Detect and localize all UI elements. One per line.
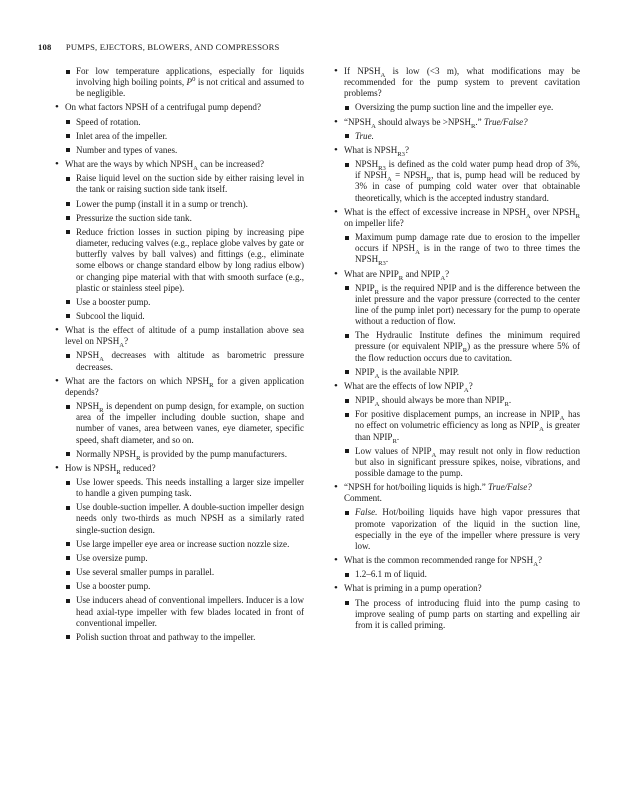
text-run: R [209,381,214,389]
text-run: ) as the pressure where 5% of the flow reduction occurs due to cavitation. [355,341,580,363]
text-run: What are the ways by which NPSH [65,159,194,170]
text-run: reduced? [120,462,156,473]
answer-item [56,117,304,128]
text-run: Use double-suction impeller. A double-suction impeller design needs only two-thirds as much NPSH as a similarly rated single-suction design. [76,502,304,535]
answer-item [56,213,304,224]
text-run: decreases with altitude as barometric pressure decreases. [76,350,304,372]
text-run: and NPIP [403,268,441,279]
text-run: A [415,248,420,256]
question-item [56,102,304,113]
text-run: on impeller life? [344,217,404,228]
answer-item [56,581,304,592]
text-run: ? [445,268,450,279]
text-run: over NPSH [530,206,576,217]
text-run: True/False? [483,116,528,127]
question-item [335,482,580,504]
text-run: is greater than NPIP [355,420,580,442]
text-run: can be increased? [197,159,264,170]
text-run: may result not only in flow reduction but also in significant pressure spikes, noise, vibrations, and possible damage to the pump. [355,445,580,478]
text-run: A [463,386,469,394]
text-run: Lower the pump (install it in a sump or trench). [76,198,248,209]
text-run: ? [404,144,409,155]
text-run: R [392,437,397,445]
answer-item [56,145,304,156]
text-run: A [525,212,531,220]
answer-item [335,409,580,445]
answer-item [335,159,580,204]
answer-item [56,66,304,99]
text-run: R [136,454,141,462]
text-run: . [396,431,400,442]
text-run: What are NPIP [344,268,399,279]
answer-item [335,446,580,479]
text-run: is low (<3 m), what modifications may be recommended for the pump system to prevent cavitation problems? [344,66,580,99]
question-item [335,555,580,566]
text-run: A [431,451,437,459]
text-run: R [99,406,104,414]
text-run: A [371,122,376,130]
answer-item [56,311,304,322]
text-run: R3 [378,260,386,268]
answer-item [56,502,304,535]
text-run: is not critical and assumed to be negligible. [76,77,304,99]
answer-item [335,367,580,378]
running-header [38,42,280,52]
text-run: Use large impeller eye area or increase suction nozzle size. [76,538,290,549]
answer-item [56,539,304,550]
question-item [335,207,580,229]
text-run: Speed of rotation. [76,116,141,127]
text-run: NPIP [355,395,375,406]
text-run: NPSH [76,350,100,361]
text-run: is the available NPIP. [379,366,460,377]
text-run: What are the effects of low NPIP [344,380,464,391]
right-column [335,66,580,634]
answer-item [335,569,580,580]
question-item [56,376,304,398]
text-run: NPSH [76,401,100,412]
text-run: R [398,274,404,282]
text-run: Subcool the liquid. [76,310,145,321]
answer-item [335,330,580,363]
text-run: A [533,560,538,568]
text-run: has no effect on volumetric efficiency as long as NPIP [355,409,580,431]
text-run: On what factors NPSH of a centrifugal pump depend? [65,102,261,113]
answer-item [335,598,580,631]
text-run: NPIP [355,282,375,293]
text-run: A [374,372,380,380]
text-run: Hot/boiling liquids have high vapor pressures that promote vaporization of the liquid in the suction line, especially in the eye of the impeller where pressure is very low. [355,507,580,551]
answer-item [56,131,304,142]
text-run: Maximum pump damage rate due to erosion to the impeller occurs if NPSH [355,232,580,254]
text-run: is the required NPIP and is the difference between the inlet pressure and the vapor pressure (corrected to the center line of the pump inlet port) necessary for the pump to operate without a reduction of flow. [355,282,580,327]
text-run: Number and types of vanes. [76,144,178,155]
answer-item [56,567,304,578]
text-run: , that is, pump head will be reduced by 3% in case of pumping cold water over that obtainable theoretically, which is the accepted industry standard. [355,170,580,203]
answer-item [56,227,304,294]
answer-item [56,553,304,564]
text-run: Pressurize the suction side tank. [76,212,192,223]
text-run: A [559,415,565,423]
text-run: Use a booster pump. [76,296,151,307]
answer-item [335,283,580,328]
text-run: is defined as the cold water pump head drop of 3%, if NPSH [355,159,580,181]
text-run: R [116,468,121,476]
text-run: Use oversize pump. [76,552,148,563]
answer-item [56,401,304,446]
text-run: Reduce friction losses in suction piping by increasing pipe diameter, reducing valves (e.g., replace globe valves by gate or butterfly valves by ball valves) and fittings (e.g., eliminate some elbows or change standard elbow by long radius elbow) or changing pipe material with that with smooth surface (e.g., plastic or stainless steel pipe). [76,226,304,293]
answer-item [56,199,304,210]
text-run: The Hydraulic Institute defines the minimum required pressure (or equivalent NPIP [355,330,580,352]
question-item [335,66,580,99]
text-run: ? [468,380,473,391]
text-run: What is NPSH [344,144,398,155]
text-run: Raise liquid level on the suction side by either raising level in the tank or raising suction side tank itself. [76,173,304,195]
text-run: What are the factors on which NPSH [65,375,210,386]
text-run: R [575,212,580,220]
text-run: Use inducers ahead of conventional impellers. Inducer is a low head axial-type impeller with few blades located in front of conventional impeller. [76,595,304,628]
text-run: True. [355,130,374,141]
answer-item [56,595,304,628]
text-run: R [374,288,380,296]
text-run: A [374,400,380,408]
answer-item [335,395,580,406]
question-item [335,145,580,156]
answer-item [335,131,580,142]
text-run: ? [124,336,129,347]
text-run: The process of introducing fluid into the pump casing to improve sealing of pump parts on starting and expelling air from it is called priming. [355,597,580,630]
text-run: Oversizing the pump suction line and the impeller eye. [355,102,554,113]
text-run: ? [537,555,542,566]
answer-item [56,350,304,372]
text-run: = NPSH [391,170,427,181]
text-run: R [471,122,476,130]
text-run: What is the common recommended range for NPSH [344,555,534,566]
question-item [56,159,304,170]
text-run: NPSH [355,159,379,170]
text-run: . [385,254,389,265]
answer-item [335,102,580,113]
text-run: 0 [192,76,196,84]
text-run: What is the effect of excessive increase in NPSH [344,206,526,217]
text-run: “NPSH for hot/boiling liquids is high.” [344,482,488,493]
text-run: What is priming in a pump operation? [344,583,482,594]
text-run: R [426,176,432,184]
page-number: 108 [38,42,52,52]
answer-item [56,297,304,308]
question-item [335,269,580,280]
question-item [56,325,304,350]
text-run: A [539,426,544,434]
text-run: is in the range of two to three times the NPSH [355,243,580,265]
text-run: Comment. [344,493,382,504]
text-run: is provided by the pump manufacturers. [140,448,287,459]
text-run: .” [475,116,484,127]
text-run: for a given application depends? [65,375,304,397]
text-run: How is NPSH [65,462,117,473]
text-run: Low values of NPIP [355,445,432,456]
text-run: A [380,71,386,79]
text-run: For low temperature applications, especially for liquids involving high boiling points, [76,66,304,88]
text-run: A [193,164,198,172]
answer-item [56,477,304,499]
text-run: Use several smaller pumps in parallel. [76,567,215,578]
text-run: True/False? [488,482,532,493]
left-column [56,66,304,646]
question-item [56,463,304,474]
text-run: A [119,342,125,350]
text-run: A [440,274,446,282]
text-run: For positive displacement pumps, an increase in NPIP [355,409,560,420]
text-run: R3 [378,164,386,172]
text-run: R [504,400,509,408]
text-run: R [462,347,468,355]
answer-item [56,449,304,460]
answer-item [335,232,580,268]
question-item [335,583,580,594]
text-run: R3 [397,150,405,158]
text-run: A [387,176,392,184]
text-run: 1.2–6.1 m of liquid. [355,569,427,580]
text-run: is dependent on pump design, for example, on suction area of the impeller including double suction, shape and number of vanes, area between vanes, eye diameter, specific speed, shaft diameter, and so on. [76,401,304,445]
question-item [335,117,580,128]
text-run: should always be more than NPIP [379,395,505,406]
running-title: PUMPS, EJECTORS, BLOWERS, AND COMPRESSORS [65,42,280,52]
text-run: Polish suction throat and pathway to the impeller. [76,631,256,642]
text-run: . [508,395,512,406]
text-run: Inlet area of the impeller. [76,130,168,141]
answer-item [56,173,304,195]
question-item [335,381,580,392]
text-run: should always be >NPSH [375,116,471,127]
text-run: If NPSH [344,66,381,76]
text-run: Use lower speeds. This needs installing a larger size impeller to handle a given pumping task. [76,477,304,499]
answer-item [335,507,580,552]
answer-item [56,632,304,643]
text-run: False. [355,507,378,518]
text-run: Use a booster pump. [76,581,151,592]
text-run: P [186,77,193,88]
text-run: What is the effect of altitude of a pump installation above sea level on NPSH [65,325,304,347]
text-run: NPIP [355,366,375,377]
text-run: A [99,356,104,364]
text-run: Normally NPSH [76,448,137,459]
text-run: “NPSH [344,116,372,127]
